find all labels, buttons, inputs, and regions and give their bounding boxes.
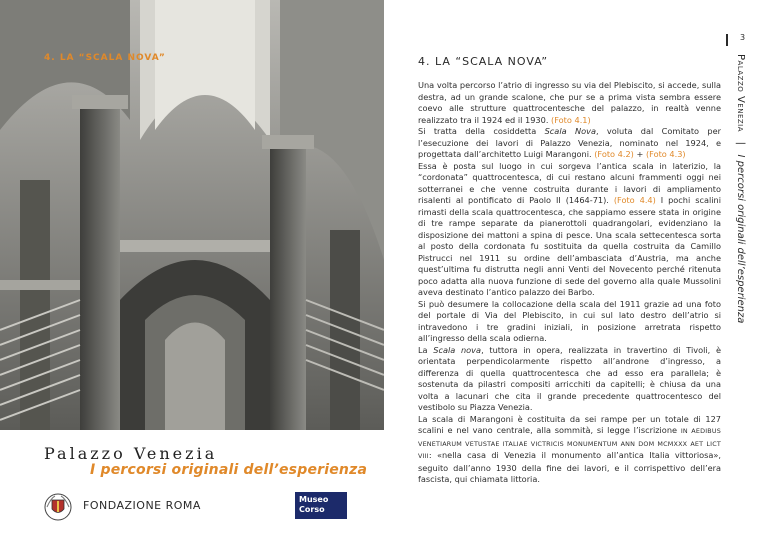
- museo-del-corso-logo: [295, 492, 347, 519]
- staircase-illustration: [0, 0, 384, 430]
- paragraph-5: La Scala nova, tuttora in opera, realizzata in travertino di Tivoli, è orientata perpendicolarmente rispetto all’androne d’ingresso, a differenza di quella quattrocentesca che ad esso era parallela; è sostenuta da pilastri compositi arricchiti da capitelli; è chiusa da una volta a lacunari che cita il grande precedente quattrocentesco del vestibolo su Piazza Venezia.: [418, 344, 722, 412]
- paragraph-4: Si può desumere la collocazione della scala del 1911 grazie ad una foto del portale di Via del Plebiscito, in cui sul lato destro dell’atrio si intravedono i tre gradini iniziali, in posizione arretrata rispetto all’ingresso della scala odierna.: [418, 298, 721, 343]
- section-heading: 4. LA “SCALA NOVA”: [418, 55, 549, 68]
- fondazione-roma-label: FONDAZIONE ROMA: [83, 499, 201, 512]
- photo-ref-4-4[interactable]: (Foto 4.4): [613, 195, 656, 205]
- page-marker-line: [726, 34, 728, 46]
- vertical-running-title: Palazzo Venezia | I percorsi originali dell’esperienza: [735, 54, 746, 324]
- museo-logo-line2: Corso: [299, 505, 325, 514]
- paragraph-2: Si tratta della cosiddetta Scala Nova, voluta dal Comitato per l’esecuzione dei lavori di Palazzo Venezia, nominato nel 1924, e progettata dall’architetto Luigi Marangoni. (Foto 4.2) + (Foto 4.3): [418, 126, 722, 159]
- museo-logo-line1: Museo: [299, 495, 329, 504]
- photo-caption: 4. LA “SCALA NOVA”: [44, 53, 166, 63]
- staircase-photo: [0, 0, 384, 430]
- photo-ref-4-1[interactable]: (Foto 4.1): [551, 114, 591, 125]
- photo-ref-4-2[interactable]: (Foto 4.2): [594, 149, 634, 159]
- brochure-subtitle: I percorsi originali dell’esperienza: [90, 462, 368, 478]
- photo-ref-4-3[interactable]: (Foto 4.3): [645, 149, 686, 159]
- paragraph-6: La scala di Marangoni è costituita da sei rampe per un totale di 127 scalini e nel vano centrale, alla sommità, si legge l’iscrizione IN AEDIBUS VENETIARUM VETUSTAE ITALIAE VICTRICIS MONUMENTUM ANN DOM MCMXXX AET LICT VIII: «nella casa di Venezia il monumento all’antica Italia vittoriosa», seguito dall’anno 1930 della fine dei lavori, e il corrispettivo dell’era fascista, qui chiamata littoria.: [418, 413, 722, 484]
- body-text: [418, 80, 721, 486]
- running-title: Palazzo Venezia: [735, 54, 746, 133]
- page-number: 3: [740, 33, 746, 42]
- running-subtitle: I percorsi originali dell’esperienza: [735, 154, 746, 324]
- paragraph-3: Essa è posta sul luogo in cui sorgeva l’antica scala in laterizio, la “cordonata” quattrocentesca, di cui restano alcuni frammenti oggi nei sotterranei e che venne costruita durante i lavori di ampliamento risalenti al pontificato di Paolo II (1464-71). (Foto 4.4) I pochi scalini rimasti della scala quattrocentesca, che sappiamo essere stata in origine di tre rampe separate da pianerottoli quadrangolari, evidenziano la disposizione dei mattoni a spina di pesce. Una scala settecentesca sorta al posto della cordonata fu sostituita da quella costruita da Camillo Pistrucci nel 1911 su ordine dell’ambasciata d’Austria, ma anche quest’ultima fu distrutta negli anni Venti del Novecento perché ritenuta poco adatta alla nuova funzione di sede del governo alla quale Mussolini aveva destinato l’antico palazzo dei Barbo.: [418, 160, 721, 297]
- inscription-text: IN AEDIBUS VENETIARUM VETUSTAE ITALIAE VICTRICIS MONUMENTUM ANN DOM MCMXXX AET LICT VIII: [418, 427, 722, 460]
- brochure-title: Palazzo Venezia: [44, 444, 218, 463]
- fondazione-crest-icon: [43, 492, 73, 522]
- paragraph-1: Una volta percorso l’atrio di ingresso su via del Plebiscito, si accede, sulla destra, ad un grande scalone, che pur se a prima vista sembra essere coevo alle strutture quattrocentesche del palazzo, in realtà venne realizzato tra il 1924 ed il 1930. (Foto 4.1): [418, 80, 721, 125]
